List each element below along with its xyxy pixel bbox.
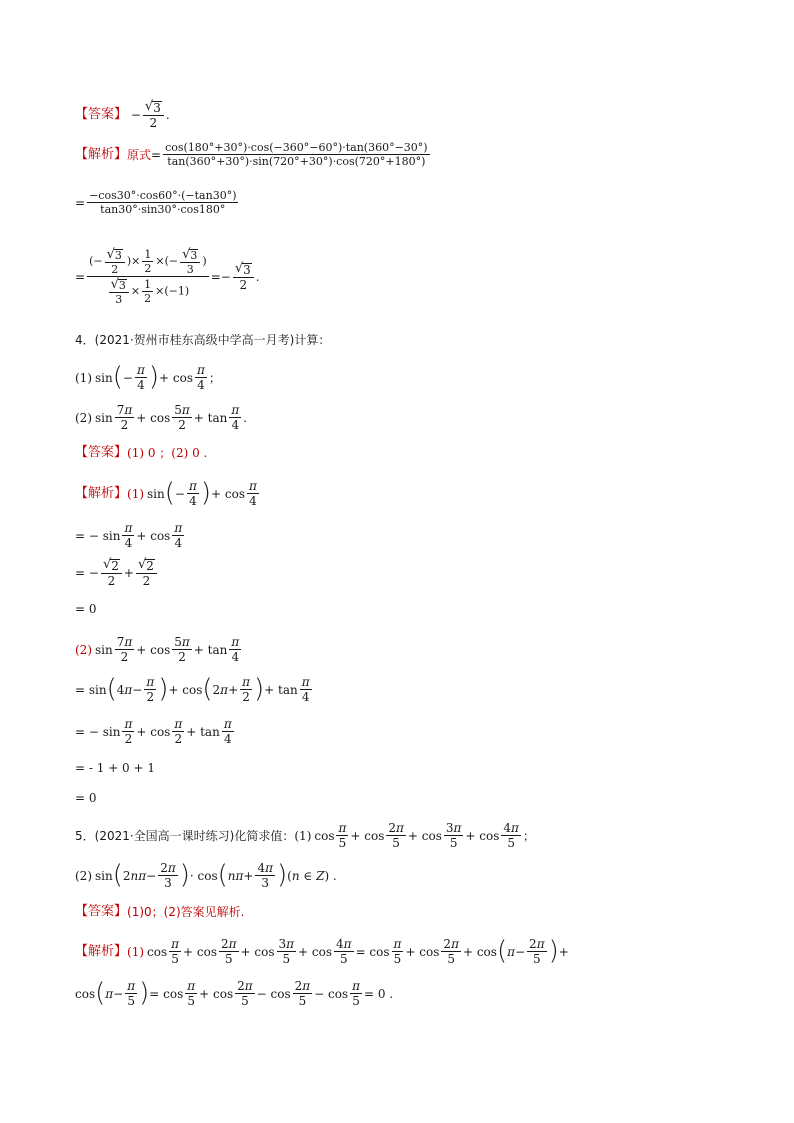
p4-analysis-part1-label: (1) [127,486,145,501]
p4-analysis-2: (2) sin $\frac{7\pi}{2}$ + cos $\frac{5\pi}{2}$ + tan $\frac{\pi}{4}$ [75,635,240,664]
p4-part1-label: (1) [75,370,92,385]
p4-part1: (1) sin ( − $\frac{\pi}{4}$ ) + cos $\frac{\pi}{4}$ ； [75,362,221,393]
p4-number: 4． [75,333,95,347]
p5-part2-label: (2) [75,868,92,883]
p5-part2: (2) sin ( 2 nπ − $\frac{2\pi}{3}$ ) · cos ( nπ + $\frac{4\pi}{3}$ ) ( n ∈ Z ) . [75,860,337,891]
p5-analysis-part1-label: (1) [127,944,145,959]
p3-analysis-line-2: = $\frac{-\cos 30^\circ\cdot\cos 60^\circ\cdot(-\tan 30^\circ)}{\tan 30^\circ\cdot\sin 30^\circ\cdot\cos 180^\circ}$ [75,189,237,216]
p4-part2: (2) sin $\frac{7\pi}{2}$ + cos $\frac{5\pi}{2}$ + tan $\frac{\pi}{4}$ . [75,403,248,432]
answer-fraction: √ 3 2 [143,100,164,129]
p4-analysis-1-result [75,603,97,615]
p3-answer-line: 【答案】 − √ 3 2 . [75,99,170,130]
p5-source: (2021·全国高一课时练习) [94,828,235,843]
p5-analysis-1: 【解析】 (1) cos $\frac{\pi}{5}$ + cos $\frac{2\pi}{5}$ + cos $\frac{3\pi}{5}$ + cos $\frac{4\pi}{5}$ = cos $\frac{\pi}{5}$ + cos $\frac{2\pi}{5}$ + cos ( π − $\frac{2\pi}{5}$ ) + [75,936,569,967]
p4-analysis-1-step2: = − sin $\frac{\pi}{4}$ + cos $\frac{\pi}{4}$ [75,521,183,550]
p4-analysis-1: 【解析】 (1) sin ( − $\frac{\pi}{4}$ ) + cos $\frac{\pi}{4}$ [75,478,257,509]
p5-number: 5． [75,828,95,843]
p4-analysis-part2-label: (2) [75,642,92,657]
p5-answer-text: (1)0；(2)答案见解析. [127,904,245,919]
analysis-tag: 【解析】 [75,486,128,501]
answer-tag: 【答案】 [75,107,128,122]
p5-answer-line [75,905,244,918]
p3-result-fraction: √ 3 2 [233,262,254,291]
answer-tag: 【答案】 [75,904,128,919]
p4-analysis-2-step3: = − sin $\frac{\pi}{2}$ + cos $\frac{\pi}{2}$ + tan $\frac{\pi}{4}$ [75,717,232,746]
p4-analysis-2-step4 [75,762,155,774]
p4-header [75,334,330,346]
analysis-tag: 【解析】 [75,944,128,959]
p4-analysis-2-step2: = sin ( 4 π − $\frac{\pi}{2}$ ) + cos ( 2 π + $\frac{\pi}{2}$ ) + tan $\frac{\pi}{4}$ [75,674,310,705]
p5-n-in-z: n ∈ Z [291,868,325,883]
p4-step-sum: = - 1 + 0 + 1 [75,761,156,775]
p4-source: (2021·贺州市桂东高级中学高一月考) [94,333,295,347]
p5-header: 5． (2021·全国高一课时练习) 化简求值： (1) cos $\frac{\pi}{5}$ + cos $\frac{2\pi}{5}$ + cos $\frac{3\pi}{5}$ + cos $\frac{4\pi}{5}$ ； [75,821,535,850]
p5-analysis-2: cos ( π − $\frac{\pi}{5}$ ) = cos $\frac{\pi}{5}$ + cos $\frac{2\pi}{5}$ − cos $\frac{2\pi}{5}$ − cos $\frac{\pi}{5}$ = 0 . [75,978,394,1009]
p3-analysis-line-1: 【解析】 原式 = $\frac{\cos(180^\circ+30^\circ)\cdot\cos(-360^\circ-60^\circ)\cdot\tan(360^\circ-30^\circ)}{\tan(360^\circ+30^\circ)\cdot\sin(720^\circ+30^\circ)\cdot\cos(720^\circ+180^\circ)}$ [75,141,428,168]
analysis-tag: 【解析】 [75,147,128,162]
p3-main-fraction: $\frac{\cos(180^\circ+30^\circ)\cdot\cos(-360^\circ-60^\circ)\cdot\tan(360^\circ-30^\circ)}{\tan(360^\circ+30^\circ)\cdot\sin(720^\circ+30^\circ)\cdot\cos(720^\circ+180^\circ)}$ [165,141,428,168]
p5-part1-label: (1) [294,828,312,843]
p4-step-zero-2: = 0 [75,791,97,805]
p3-step-fraction: $\frac{-\cos 30^\circ\cdot\cos 60^\circ\cdot(-\tan 30^\circ)}{\tan 30^\circ\cdot\sin 30^\circ\cdot\cos 180^\circ}$ [89,189,237,216]
p4-instruction: 计算： [294,333,331,347]
p3-numeric-fraction: (− √ 3 2 )× $\frac{1}{2}$ ×(− √ 3 3 ) √ 3 3 × $\frac{1}{2}$ ×(−1) [89,247,207,306]
p4-step-zero: = 0 [75,602,97,616]
p4-analysis-2-result [75,792,97,804]
p3-analysis-line-3: = (− √ 3 2 )× $\frac{1}{2}$ ×(− √ 3 3 ) √ 3 3 × $\frac{1}{2}$ ×(−1) =− √ 3 2 . [75,247,260,306]
yuanshi-label: 原式 [127,147,152,162]
p4-part2-label: (2) [75,410,92,425]
p4-answer-line [75,446,207,459]
p4-answer-text: (1) 0 ；(2) 0 . [127,445,208,460]
p5-instruction: 化简求值： [234,828,295,843]
answer-tag: 【答案】 [75,445,128,460]
p4-analysis-1-step3: = − √ 2 2 + √ 2 2 [75,558,159,587]
